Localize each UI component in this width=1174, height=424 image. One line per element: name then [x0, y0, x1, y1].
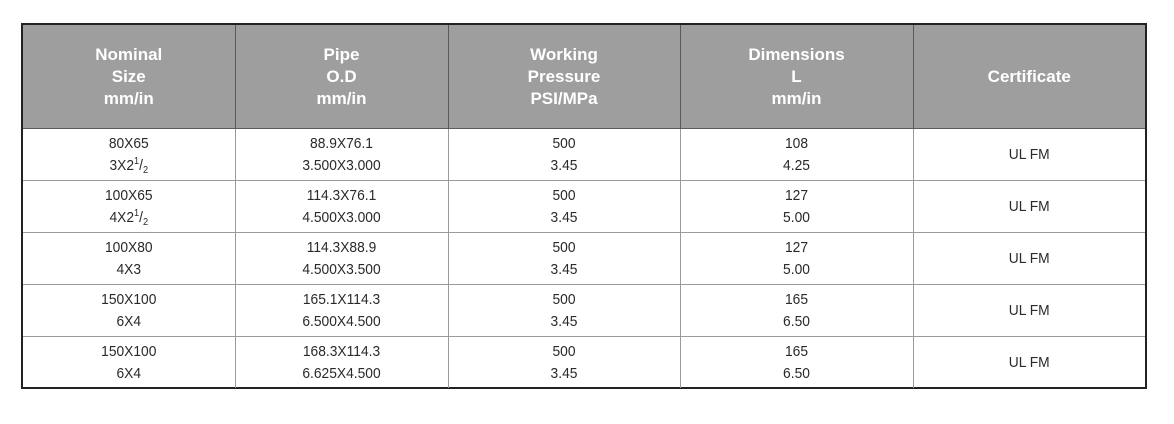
header-line: mm/in [771, 88, 822, 108]
cell-certificate: UL FM [922, 233, 1135, 285]
cell-pipe-od [244, 181, 440, 233]
od-mm: 88.9X76.1 [310, 134, 373, 152]
header-row [23, 25, 1145, 129]
nominal-mm: 150X100 [101, 342, 157, 360]
pressure-mpa: 3.45 [550, 260, 578, 278]
od-in: 4.500X3.500 [302, 260, 381, 278]
header-line: Size [111, 66, 146, 86]
pressure-psi: 500 [552, 134, 576, 152]
cell-certificate: UL FM [922, 129, 1135, 181]
cell-certificate: UL FM [922, 285, 1135, 337]
pressure-psi: 500 [552, 186, 576, 204]
header-working-pressure [448, 25, 680, 129]
nominal-mm: 150X100 [101, 290, 157, 308]
od-in: 6.500X4.500 [302, 312, 381, 330]
dimension-in: 5.00 [783, 260, 810, 278]
dimension-mm: 127 [784, 238, 809, 256]
fraction-denominator: 2 [142, 165, 149, 176]
fraction-slash: / [139, 156, 143, 174]
fraction-denominator: 2 [142, 217, 149, 228]
dimension-mm: 165 [784, 342, 809, 360]
table-body [23, 129, 1145, 389]
cell-nominal-size [31, 337, 226, 389]
nominal-in: 4X3 [116, 260, 142, 278]
nominal-mm: 80X65 [108, 134, 149, 152]
od-mm: 165.1X114.3 [302, 290, 381, 308]
table-row [23, 233, 1145, 285]
fraction-numerator: 1 [134, 208, 140, 219]
od-mm: 168.3X114.3 [302, 342, 381, 360]
dimension-mm: 108 [784, 134, 809, 152]
pressure-psi: 500 [552, 290, 576, 308]
header-certificate [913, 25, 1145, 129]
table-row [23, 129, 1145, 181]
cell-certificate: UL FM [922, 181, 1135, 233]
pressure-psi: 500 [552, 342, 576, 360]
header-pipe-od [235, 25, 448, 129]
header-line: L [791, 66, 802, 86]
cell-nominal-size [31, 233, 226, 285]
cell-pipe-od [244, 129, 440, 181]
od-mm: 114.3X76.1 [306, 186, 377, 204]
cell-working-pressure [457, 129, 670, 181]
cell-certificate: UL FM [922, 337, 1135, 389]
cell-nominal-size [31, 285, 226, 337]
nominal-in: 6X4 [116, 312, 142, 330]
pressure-psi: 500 [552, 238, 576, 256]
header-line: Certificate [987, 66, 1071, 86]
specification-table-frame [21, 23, 1147, 389]
dimension-mm: 165 [784, 290, 809, 308]
dimension-in: 5.00 [783, 208, 810, 226]
table-row [23, 181, 1145, 233]
cell-working-pressure [457, 181, 670, 233]
header-line: PSI/MPa [530, 88, 598, 108]
od-in: 6.625X4.500 [302, 364, 381, 382]
cell-pipe-od [244, 285, 440, 337]
nominal-in-prefix: 4X2 [109, 208, 135, 226]
header-nominal-size [23, 25, 235, 129]
nominal-in [31, 155, 226, 177]
cell-dimensions [689, 285, 903, 337]
nominal-in: 6X4 [116, 364, 142, 382]
cell-nominal-size [31, 129, 226, 181]
fraction-numerator: 1 [134, 156, 140, 167]
header-line: mm/in [103, 88, 154, 108]
fraction-slash: / [139, 208, 143, 226]
nominal-in [31, 207, 226, 229]
nominal-mm: 100X65 [104, 186, 153, 204]
nominal-mm: 100X80 [104, 238, 153, 256]
header-line: Pressure [527, 66, 601, 86]
cell-dimensions [689, 129, 903, 181]
cell-dimensions [689, 233, 903, 285]
dimension-in: 6.50 [783, 312, 810, 330]
table-header [23, 25, 1145, 129]
dimension-in: 4.25 [783, 156, 810, 174]
header-line: Pipe [323, 44, 360, 64]
pressure-mpa: 3.45 [550, 208, 578, 226]
od-in: 4.500X3.000 [302, 208, 381, 226]
cell-dimensions [689, 337, 903, 389]
cell-pipe-od [244, 233, 440, 285]
table-row [23, 285, 1145, 337]
cell-working-pressure [457, 285, 670, 337]
pressure-mpa: 3.45 [550, 156, 578, 174]
header-line: mm/in [316, 88, 367, 108]
header-line: Nominal [95, 44, 163, 64]
header-line: Dimensions [748, 44, 845, 64]
pressure-mpa: 3.45 [550, 364, 578, 382]
cell-working-pressure [457, 337, 670, 389]
od-mm: 114.3X88.9 [306, 238, 377, 256]
header-line: O.D [326, 66, 357, 86]
dimension-mm: 127 [784, 186, 809, 204]
header-dimensions [680, 25, 913, 129]
cell-nominal-size [31, 181, 226, 233]
cell-working-pressure [457, 233, 670, 285]
cell-dimensions [689, 181, 903, 233]
table-row [23, 337, 1145, 389]
dimension-in: 6.50 [783, 364, 810, 382]
cell-pipe-od [244, 337, 440, 389]
od-in: 3.500X3.000 [302, 156, 381, 174]
nominal-in-prefix: 3X2 [109, 156, 135, 174]
specification-table [23, 25, 1145, 388]
pressure-mpa: 3.45 [550, 312, 578, 330]
header-line: Working [530, 44, 598, 64]
